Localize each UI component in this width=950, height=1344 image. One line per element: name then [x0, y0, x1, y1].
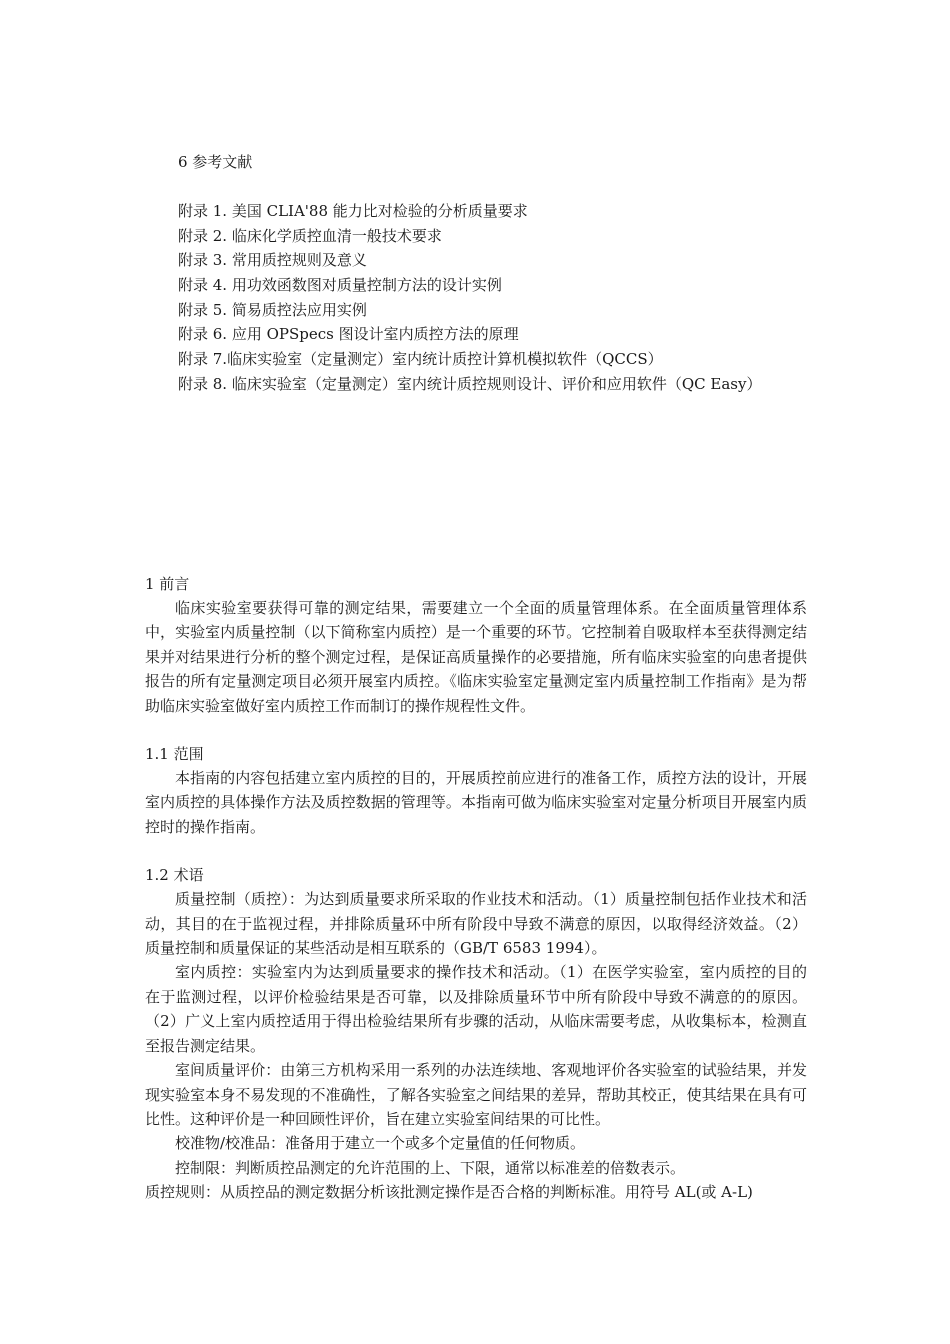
spacer	[145, 839, 807, 863]
toc-appendix-1: 附录 1. 美国 CLIA'88 能力比对检验的分析质量要求	[178, 202, 528, 220]
body-text	[145, 572, 807, 1205]
toc-appendix-7: 附录 7.临床实验室（定量测定）室内统计质控计算机模拟软件（QCCS）	[178, 350, 663, 369]
spacer	[145, 718, 807, 742]
term-calibrator: 校准物/校准品：准备用于建立一个或多个定量值的任何物质。	[175, 1134, 586, 1153]
term-quality-control: 质量控制（质控）：为达到质量要求所采取的作业技术和活动。（1）质量控制包括作业技术和活动，其目的在于监视过程，并排除质量环中所有阶段中导致不满意的原因，以取得经济效益。（2）质量控制和质量保证的某些活动是相互联系的（GB/T 6583 1994）。	[145, 890, 807, 958]
term-control-limit: 控制限：判断质控品测定的允许范围的上、下限，通常以标准差的倍数表示。	[175, 1158, 686, 1177]
term-qc-rule: 质控规则：从质控品的测定数据分析该批测定操作是否合格的判断标准。用符号 AL(或 A-L)	[145, 1183, 753, 1202]
toc-appendix-2: 附录 2. 临床化学质控血清一般技术要求	[178, 226, 442, 245]
toc-appendix-list	[178, 199, 858, 397]
term-external-qa: 室间质量评价：由第三方机构采用一系列的办法连续地、客观地评价各实验室的试验结果，并发现实验室本身不易发现的不准确性，了解各实验室之间结果的差异，帮助其校正，使其结果在具有可比性。这种评价是一种回顾性评价，旨在建立实验室间结果的可比性。	[145, 1061, 807, 1128]
scope-paragraph: 本指南的内容包括建立室内质控的目的，开展质控前应进行的准备工作，质控方法的设计，开展室内质控的具体操作方法及质控数据的管理等。本指南可做为临床实验室对定量分析项目开展室内质控时的操作指南。	[145, 769, 807, 836]
toc-appendix-6: 附录 6. 应用 OPSpecs 图设计室内质控方法的原理	[178, 325, 519, 344]
table-of-contents	[178, 150, 858, 397]
section-heading-preface: 1 前言	[145, 575, 190, 593]
section-heading-terms: 1.2 术语	[145, 866, 204, 885]
toc-appendix-5: 附录 5. 简易质控法应用实例	[178, 300, 367, 319]
toc-appendix-4: 附录 4. 用功效函数图对质量控制方法的设计实例	[178, 276, 502, 295]
section-heading-scope: 1.1 范围	[145, 745, 204, 764]
toc-references: 6 参考文献	[178, 153, 253, 171]
preface-paragraph: 临床实验室要获得可靠的测定结果，需要建立一个全面的质量管理体系。在全面质量管理体系中，实验室内质量控制（以下简称室内质控）是一个重要的环节。它控制着自吸取样本至获得测定结果并对结果进行分析的整个测定过程，是保证高质量操作的必要措施，所有临床实验室的向患者提供报告的所有定量测定项目必须开展室内质控。《临床实验室定量测定室内质量控制工作指南》是为帮助临床实验室做好室内质控工作而制订的操作规程性文件。	[145, 599, 807, 715]
toc-appendix-8: 附录 8. 临床实验室（定量测定）室内统计质控规则设计、评价和应用软件（QC Easy）	[178, 374, 762, 393]
term-internal-qc: 室内质控：实验室内为达到质量要求的操作技术和活动。（1）在医学实验室，室内质控的目的在于监测过程，以评价检验结果是否可靠，以及排除质量环节中所有阶段中导致不满意的的原因。（2）广义上室内质控适用于得出检验结果所有步骤的活动，从临床需要考虑，从收集标本，检测直至报告测定结果。	[145, 963, 807, 1055]
toc-appendix-3: 附录 3. 常用质控规则及意义	[178, 251, 367, 270]
